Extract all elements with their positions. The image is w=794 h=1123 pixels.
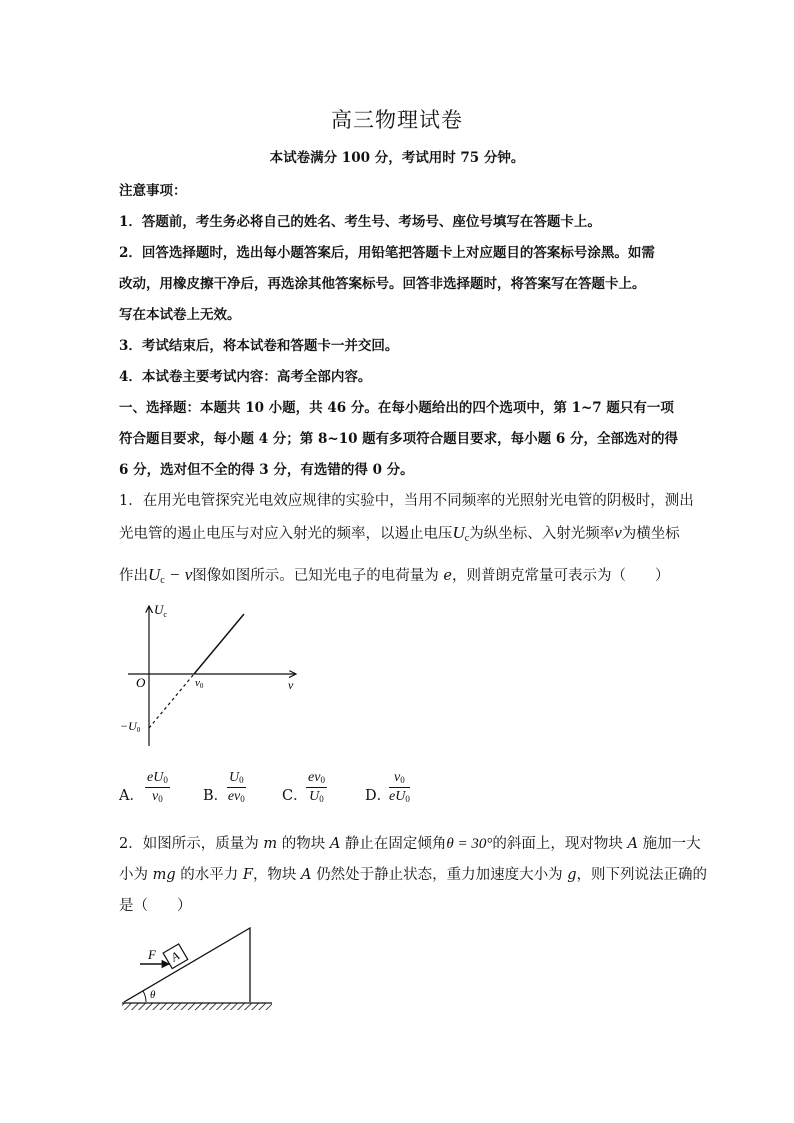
note-item-2-line-3: 写在本试卷上无效。 bbox=[119, 307, 241, 323]
note-item-4: 4．本试卷主要考试内容：高考全部内容。 bbox=[119, 369, 372, 385]
y-axis-label: $U_c$ bbox=[154, 602, 167, 619]
q1-option-d-fraction: $\frac{\nu 0}{eU0}$ bbox=[389, 770, 410, 804]
q2-line-1: 2．如图所示，质量为 m 的物块 A 静止在固定倾角θ = 30°的斜面上，现对物块 A 施加一大 bbox=[119, 836, 701, 852]
q1-option-b-fraction: $\frac{U0}{e\nu 0}$ bbox=[227, 770, 245, 804]
exam-page: 高三物理试卷 本试卷满分 100 分，考试用时 75 分钟。 注意事项： 1．答题前，考生务必将自己的姓名、考生号、考场号、座位号填写在答题卡上。 2．回答选择题时，选出每小题答案后，用铅笔把答题卡上对应题目的答案标号涂黑。如需 改动，用橡皮擦干净后，再选涂其他答案标号。回答非选择题时，将答案写在答题卡上。 写在本试卷上无效。 3．考试结束后，将本试卷和答题卡一并交回。 4．本试卷主要考试内容：高考全部内容。 一、选择题：本题共 10 小题，共 46 分。在每小题给出的四个选项中，第 1~7 题只有一项 符合题目要求，每小题 4 分；第 8~10 题有多项符合题目要求，每小题 6 分，全部选对的得 6 分，选对但不全的得 3 分，有选错的得 0 分。 1．在用光电管探究光电效应规律的实验中，当用不同频率的光照射光电管的阴极时，测出 光电管的遏止电压与对应入射光的频率，以遏止电压$U_c$为纵坐标、入射光频率ν为横坐标 作出$U_c - \nu$图像如图所示。已知光电子的电荷量为 e，则普朗克常量可表示为（ ） $U_c$ O ν ν0 −U0 A． $\frac{eU0}{\nu 0}$ B． $\frac{U0}{e\nu 0}$ C． $\frac{e\nu 0}{U0}$ D． $\frac{\nu 0}{eU0}$ 2．如图所示，质量为 m 的物块 A 静止在固定倾角θ = 30°的斜面上，现对物块 A 施加一大 小为 mg 的水平力 F，物块 A 仍然处于静止状态，重力加速度大小为 g，则下列说法正确的 是（ ） A F θ bbox=[0, 0, 794, 1123]
q1-expr-uc-nu: $U_c - \nu$ bbox=[148, 565, 193, 586]
block-a bbox=[163, 944, 188, 969]
graph-dashed-line bbox=[149, 674, 194, 728]
incline-slope bbox=[124, 928, 250, 1002]
q1-uc-nu-graph bbox=[118, 598, 308, 758]
q2-line-2: 小为 mg 的水平力 F，物块 A 仍然处于静止状态，重力加速度大小为 g，则下列说法正确的 bbox=[119, 867, 708, 883]
section1-line-2: 符合题目要求，每小题 4 分；第 8~10 题有多项符合题目要求，每小题 6 分，全部选对的得 bbox=[119, 431, 678, 447]
svg-text:A: A bbox=[168, 948, 182, 965]
q1-option-a-fraction: $\frac{eU0}{\nu 0}$ bbox=[147, 770, 168, 804]
force-label: F bbox=[148, 947, 156, 962]
angle-label: θ bbox=[150, 989, 156, 1001]
q2-incline-figure bbox=[118, 924, 278, 1016]
q1-line-2: 光电管的遏止电压与对应入射光的频率，以遏止电压$U_c$为纵坐标、入射光频率ν为横坐标 bbox=[119, 523, 680, 544]
origin-label: O bbox=[136, 675, 146, 690]
note-item-3: 3．考试结束后，将本试卷和答题卡一并交回。 bbox=[119, 338, 399, 354]
q1-var-uc: $U_c$ bbox=[452, 523, 470, 544]
y-intercept-label: −U0 bbox=[120, 719, 141, 734]
exam-title: 高三物理试卷 bbox=[331, 108, 463, 132]
notes-heading: 注意事项： bbox=[119, 183, 187, 199]
x-intercept-label: ν0 bbox=[195, 677, 204, 690]
q2-line-3: 是（ ） bbox=[119, 898, 192, 914]
q1-line-1: 1．在用光电管探究光电效应规律的实验中，当用不同频率的光照射光电管的阴极时，测出 bbox=[119, 493, 694, 509]
q1-option-c-fraction: $\frac{e\nu 0}{U0}$ bbox=[308, 770, 325, 804]
section1-line-1: 一、选择题：本题共 10 小题，共 46 分。在每小题给出的四个选项中，第 1~7 题只有一项 bbox=[119, 400, 674, 416]
ground-hatch bbox=[122, 1003, 272, 1010]
exam-subtitle: 本试卷满分 100 分，考试用时 75 分钟。 bbox=[269, 150, 525, 166]
q1-line-3: 作出$U_c - \nu$图像如图所示。已知光电子的电荷量为 e，则普朗克常量可表示为（ ） bbox=[119, 565, 670, 586]
angle-arc bbox=[143, 991, 146, 1002]
x-axis-label: ν bbox=[288, 678, 294, 692]
section1-line-3: 6 分，选对但不全的得 3 分，有选错的得 0 分。 bbox=[119, 462, 414, 478]
note-item-2-line-1: 2．回答选择题时，选出每小题答案后，用铅笔把答题卡上对应题目的答案标号涂黑。如需 bbox=[119, 245, 655, 261]
graph-solid-line bbox=[194, 614, 244, 674]
note-item-1: 1．答题前，考生务必将自己的姓名、考生号、考场号、座位号填写在答题卡上。 bbox=[119, 214, 601, 230]
note-item-2-line-2: 改动，用橡皮擦干净后，再选涂其他答案标号。回答非选择题时，将答案写在答题卡上。 bbox=[119, 276, 646, 292]
